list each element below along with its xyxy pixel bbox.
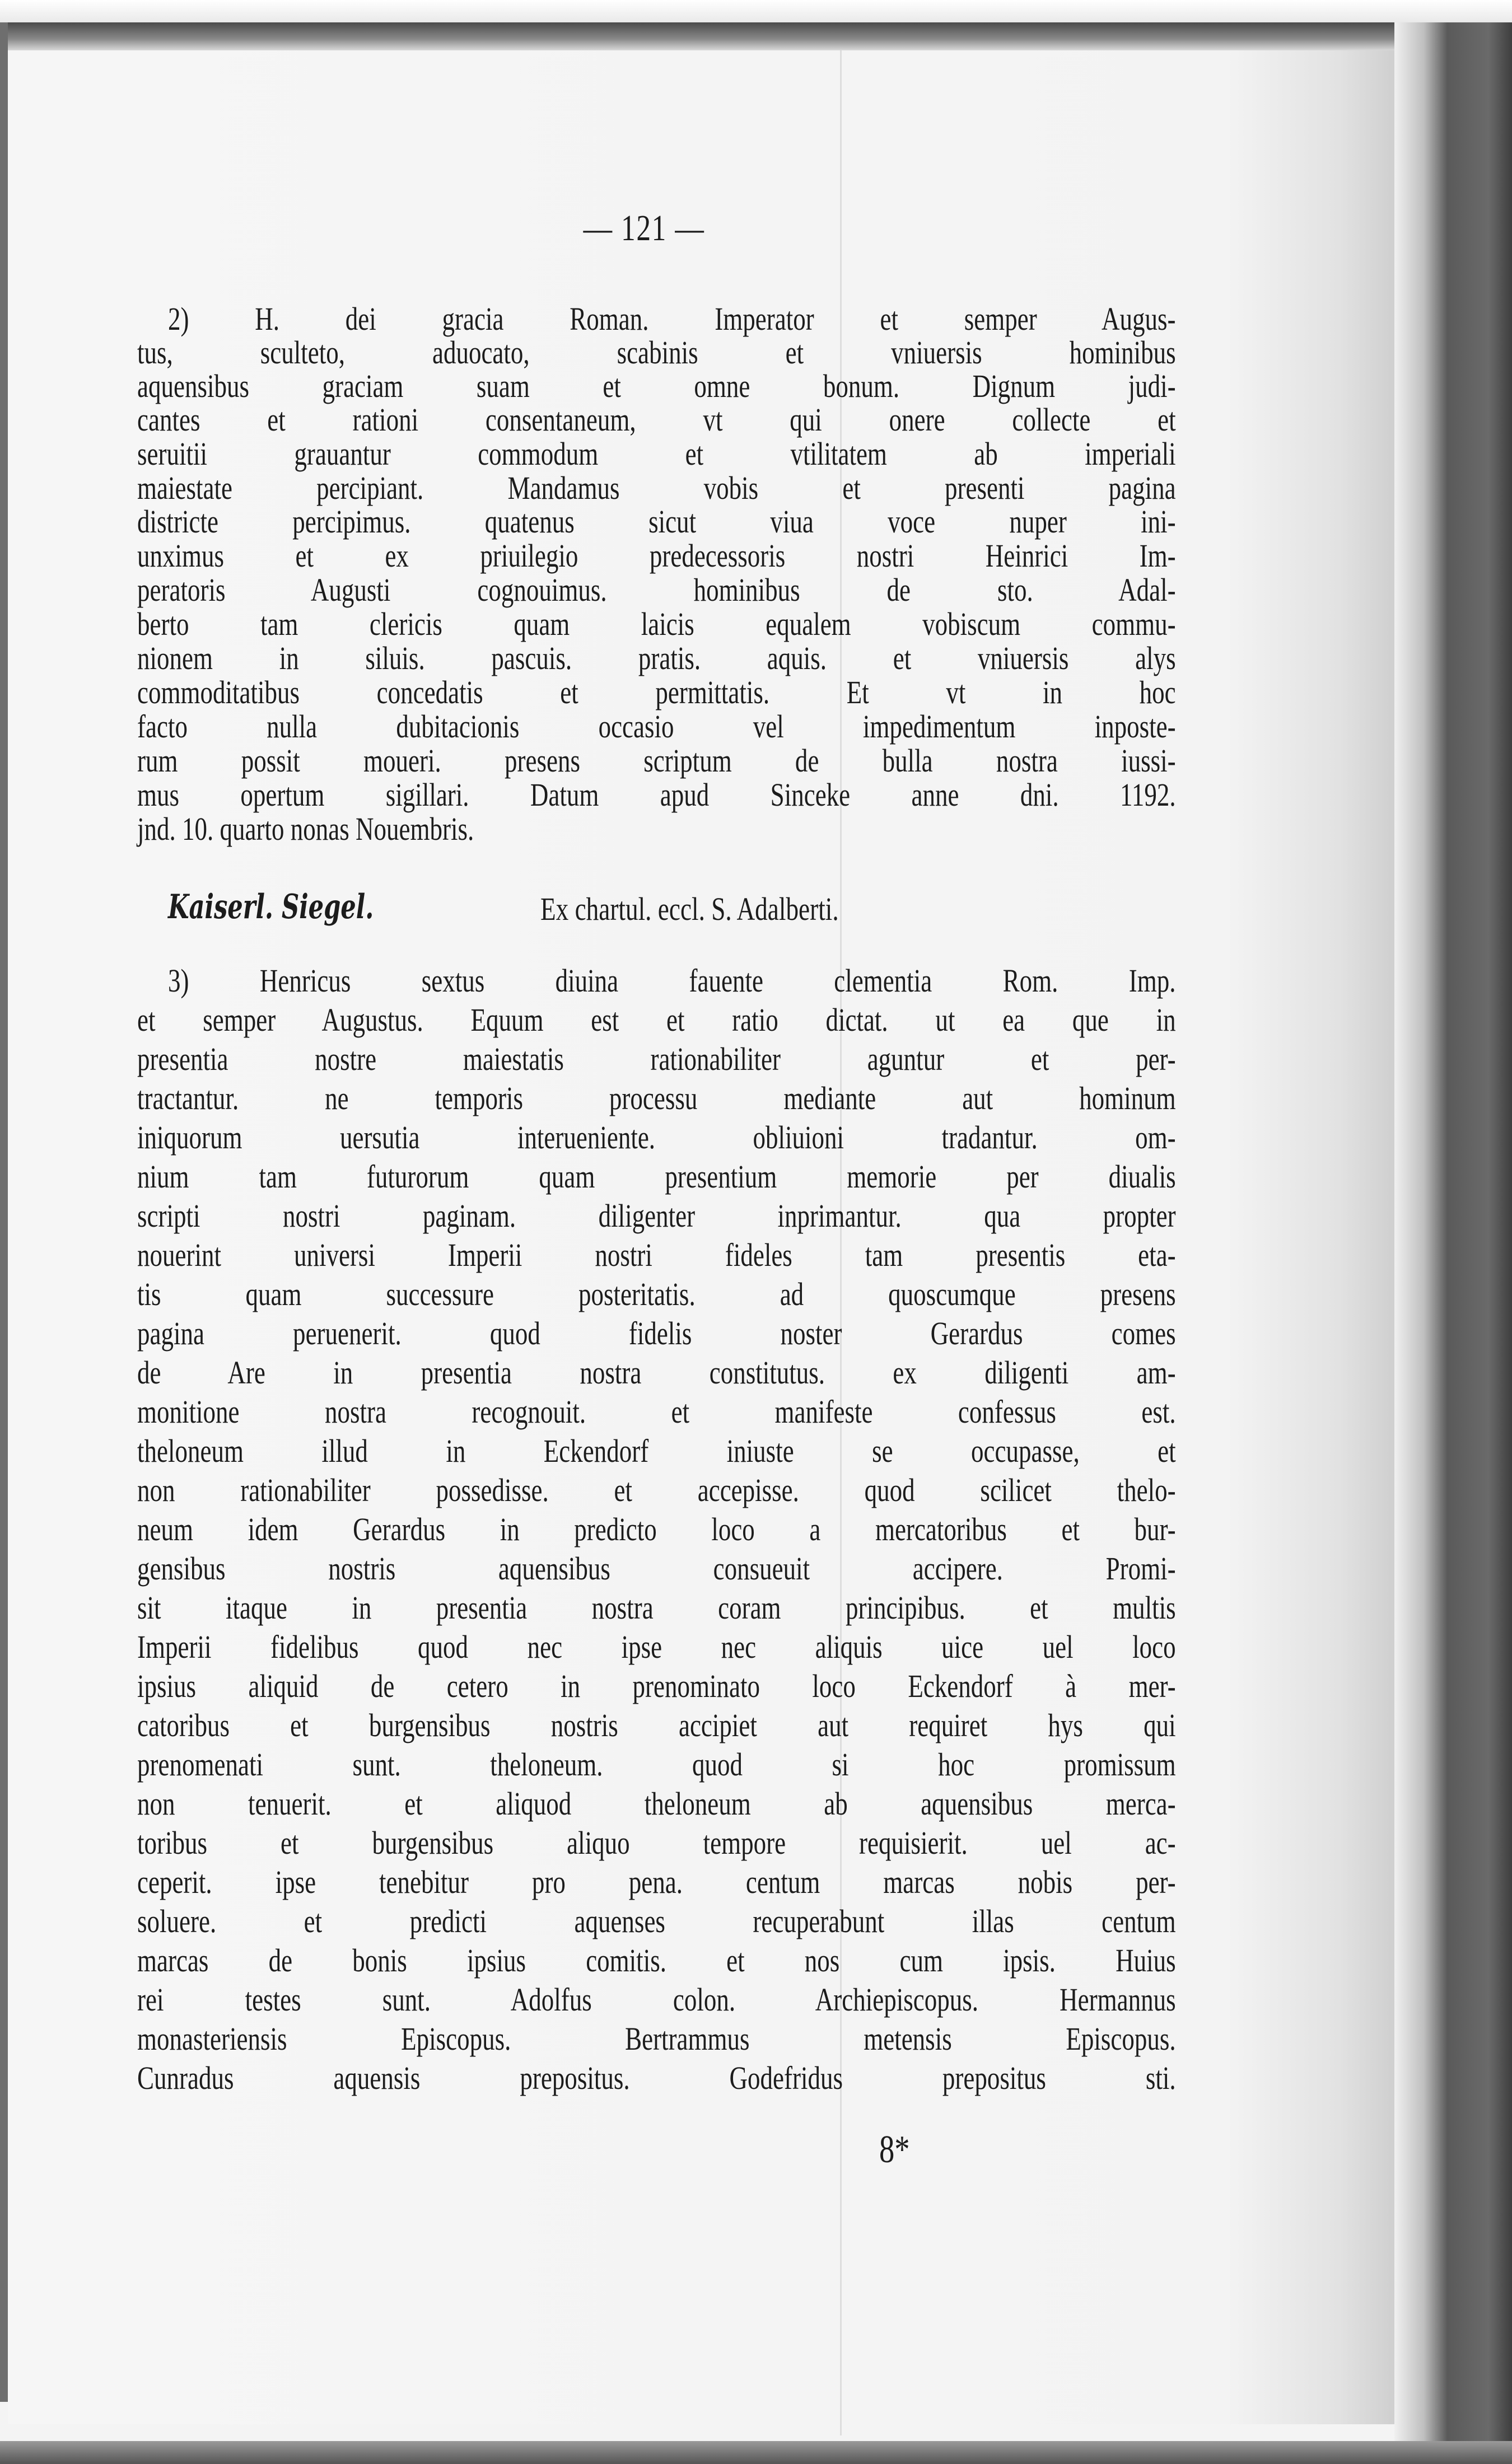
- text-line: prenomenati sunt. theloneum. quod si hoc promissum: [137, 1746, 1176, 1783]
- text-line: facto nulla dubitacionis occasio vel impedimentum inposte-: [137, 708, 1176, 745]
- text-line: soluere. et predicti aquenses recuperabunt illas centum: [137, 1903, 1176, 1939]
- text-line: pagina peruenerit. quod fidelis noster Gerardus comes: [137, 1315, 1176, 1352]
- text-line: nionem in siluis. pascuis. pratis. aquis. et vniuersis alys: [137, 640, 1176, 676]
- text-line: nouerint universi Imperii nostri fideles tam presentis eta-: [137, 1237, 1176, 1273]
- text-line: districte percipimus. quatenus sicut viua voce nuper ini-: [137, 503, 1176, 540]
- text-line: neum idem Gerardus in predicto loco a mercatoribus et bur-: [137, 1511, 1176, 1547]
- page-number: — 121 —: [583, 208, 705, 249]
- text-line: iniquorum uersutia interueniente. obliuioni tradantur. om-: [137, 1119, 1176, 1156]
- text-line: scripti nostri paginam. diligenter inprimantur. qua propter: [137, 1198, 1176, 1234]
- text-line: non rationabiliter possedisse. et accepisse. quod scilicet thelo-: [137, 1472, 1176, 1508]
- text-line: 3) Henricus sextus diuina fauente clementia Rom. Imp.: [168, 962, 1176, 999]
- scan-background-top: [0, 0, 1512, 22]
- text-line: mus opertum sigillari. Datum apud Sinceke anne dni. 1192.: [137, 777, 1176, 813]
- text-line: sit itaque in presentia nostra coram principibus. et multis: [137, 1589, 1176, 1626]
- text-line: Imperii fidelibus quod nec ipse nec aliquis uice uel loco: [137, 1629, 1176, 1665]
- text-line: et semper Augustus. Equum est et ratio dictat. ut ea que in: [137, 1002, 1176, 1038]
- text-line: marcas de bonis ipsius comitis. et nos cum ipsis. Huius: [137, 1942, 1176, 1979]
- text-line: maiestate percipiant. Mandamus vobis et presenti pagina: [137, 470, 1176, 506]
- printer-signature-mark: 8*: [879, 2128, 910, 2171]
- text-line: monitione nostra recognouit. et manifeste confessus est.: [137, 1394, 1176, 1430]
- text-line: seruitii grauantur commodum et vtilitatem ab imperiali: [137, 436, 1176, 472]
- text-line: rei testes sunt. Adolfus colon. Archiepiscopus. Hermannus: [137, 1981, 1176, 2018]
- page-edge-right-shadow: [1394, 22, 1512, 2463]
- text-line: gensibus nostris aquensibus consueuit accipere. Promi-: [137, 1550, 1176, 1587]
- text-line: catoribus et burgensibus nostris accipiet aut requiret hys qui: [137, 1707, 1176, 1743]
- page-edge-bottom: [0, 2441, 1512, 2464]
- text-line: tus, sculteto, aduocato, scabinis et vniuersis hominibus: [137, 334, 1176, 371]
- page-edge-left: [0, 22, 8, 2402]
- text-line: commoditatibus concedatis et permittatis. Et vt in hoc: [137, 674, 1176, 710]
- text-line: jnd. 10. quarto nonas Nouembris.: [137, 811, 474, 847]
- text-line: 2) H. dei gracia Roman. Imperator et semper Augus-: [168, 301, 1176, 337]
- text-line: unximus et ex priuilegio predecessoris nostri Heinrici Im-: [137, 537, 1176, 574]
- text-line: aquensibus graciam suam et omne bonum. Dignum judi-: [137, 368, 1176, 404]
- source-note: Ex chartul. eccl. S. Adalberti.: [540, 891, 839, 927]
- text-line: tis quam successure posteritatis. ad quoscumque presens: [137, 1276, 1176, 1312]
- text-line: monasteriensis Episcopus. Bertrammus metensis Episcopus.: [137, 2021, 1176, 2057]
- text-line: ceperit. ipse tenebitur pro pena. centum marcas nobis per-: [137, 1864, 1176, 1900]
- text-line: non tenuerit. et aliquod theloneum ab aquensibus merca-: [137, 1785, 1176, 1822]
- text-line: presentia nostre maiestatis rationabiliter aguntur et per-: [137, 1041, 1176, 1077]
- text-line: theloneum illud in Eckendorf iniuste se occupasse, et: [137, 1433, 1176, 1469]
- text-line: nium tam futurorum quam presentium memorie per diualis: [137, 1158, 1176, 1195]
- text-line: Cunradus aquensis prepositus. Godefridus prepositus sti.: [137, 2060, 1176, 2096]
- text-line: toribus et burgensibus aliquo tempore requisierit. uel ac-: [137, 1825, 1176, 1861]
- text-line: tractantur. ne temporis processu mediante aut hominum: [137, 1080, 1176, 1116]
- text-line: peratoris Augusti cognouimus. hominibus de sto. Adal-: [137, 572, 1176, 608]
- text-line: berto tam clericis quam laicis equalem vobiscum commu-: [137, 606, 1176, 642]
- text-line: cantes et rationi consentaneum, vt qui onere collecte et: [137, 401, 1176, 438]
- seal-note: Kaiserl. Siegel.: [168, 887, 374, 927]
- text-line: de Are in presentia nostra constitutus. ex diligenti am-: [137, 1354, 1176, 1391]
- text-line: rum possit moueri. presens scriptum de bulla nostra iussi-: [137, 742, 1176, 779]
- text-line: ipsius aliquid de cetero in prenominato loco Eckendorf à mer-: [137, 1668, 1176, 1704]
- page-edge-top: [0, 22, 1467, 50]
